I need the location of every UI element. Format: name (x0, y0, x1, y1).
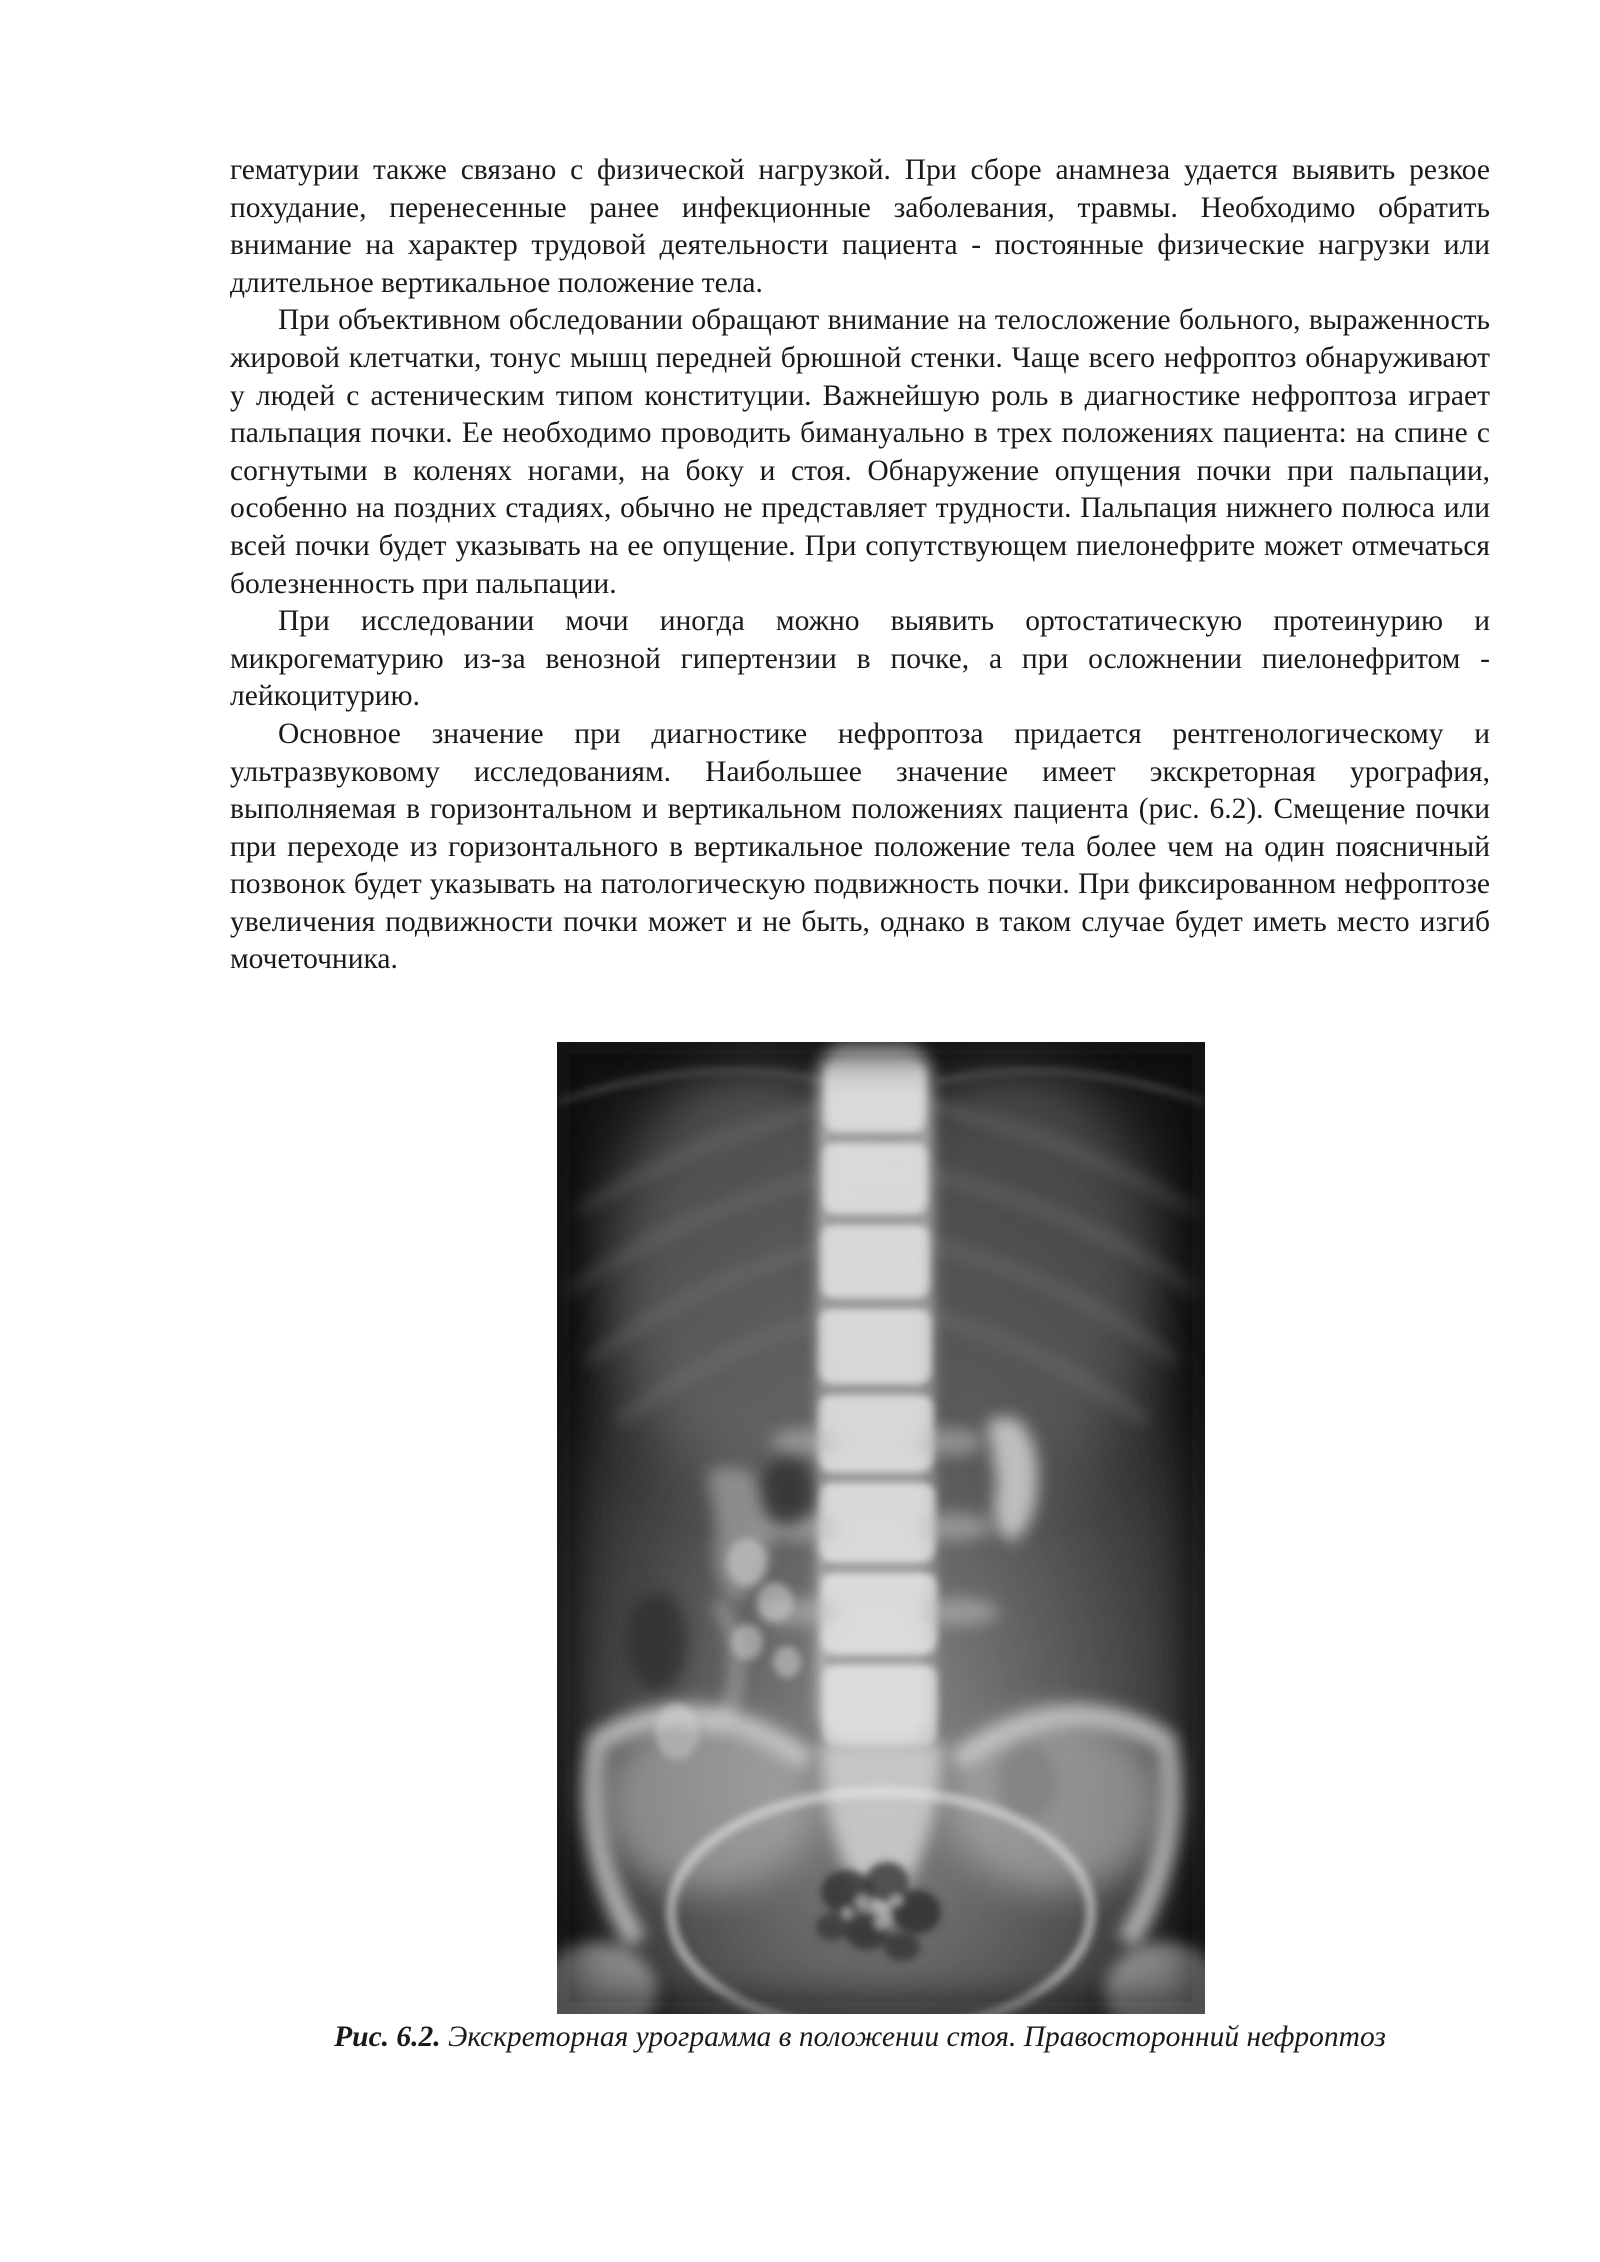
body-text (230, 152, 1490, 979)
caption-label: Рис. 6.2. (334, 2021, 441, 2053)
paragraph-1: гематурии также связано с физической нагрузкой. При сборе анамнеза удается выявить резкое похудание, перенесенные ранее инфекционные заболевания, травмы. Необходимо обратить внимание на характер трудовой деятельности пациента - постоянные физические нагрузки или длительное вертикальное положение тела. (230, 154, 1490, 299)
paragraph-2: При объективном обследовании обращают внимание на телосложение больного, выраженность жировой клетчатки, тонус мышц передней брюшной стенки. Чаще всего нефроптоз обнаруживают у людей с астеническим типом конституции. Важнейшую роль в диагностике нефроптоза играет пальпация почки. Ее необходимо проводить бимануально в трех положениях пациента: на спине с согнутыми в коленях ногами, на боку и стоя. Обнаружение опущения почки при пальпации, особенно на поздних стадиях, обычно не представляет трудности. Пальпация нижнего полюса или всей почки будет указывать на ее опущение. При сопутствующем пиелонефрите может отмечаться болезненность при пальпации. (230, 304, 1490, 600)
paragraph-3: При исследовании мочи иногда можно выявить ортостатическую протеинурию и микрогематурию из-за венозной гипертензии в почке, а при осложнении пиелонефритом - лейкоцитурию. (230, 605, 1490, 713)
xray-image (557, 1042, 1205, 2014)
paragraph-4: Основное значение при диагностике нефроптоза придается рентгенологическому и ультразвуковому исследованиям. Наибольшее значение имеет экскреторная урография, выполняемая в горизонтальном и вертикальном положениях пациента (рис. 6.2). Смещение почки при переходе из горизонтального в вертикальное положение тела более чем на один поясничный позвонок будет указывать на патологическую подвижность почки. При фиксированном нефроптозе увеличения подвижности почки может и не быть, однако в таком случае будет иметь место изгиб мочеточника. (230, 717, 1490, 976)
figure-caption (230, 2018, 1490, 2056)
xray-figure (557, 1042, 1205, 2014)
caption-text: Экскреторная урограмма в положении стоя. Правосторонний нефроптоз (448, 2021, 1386, 2053)
